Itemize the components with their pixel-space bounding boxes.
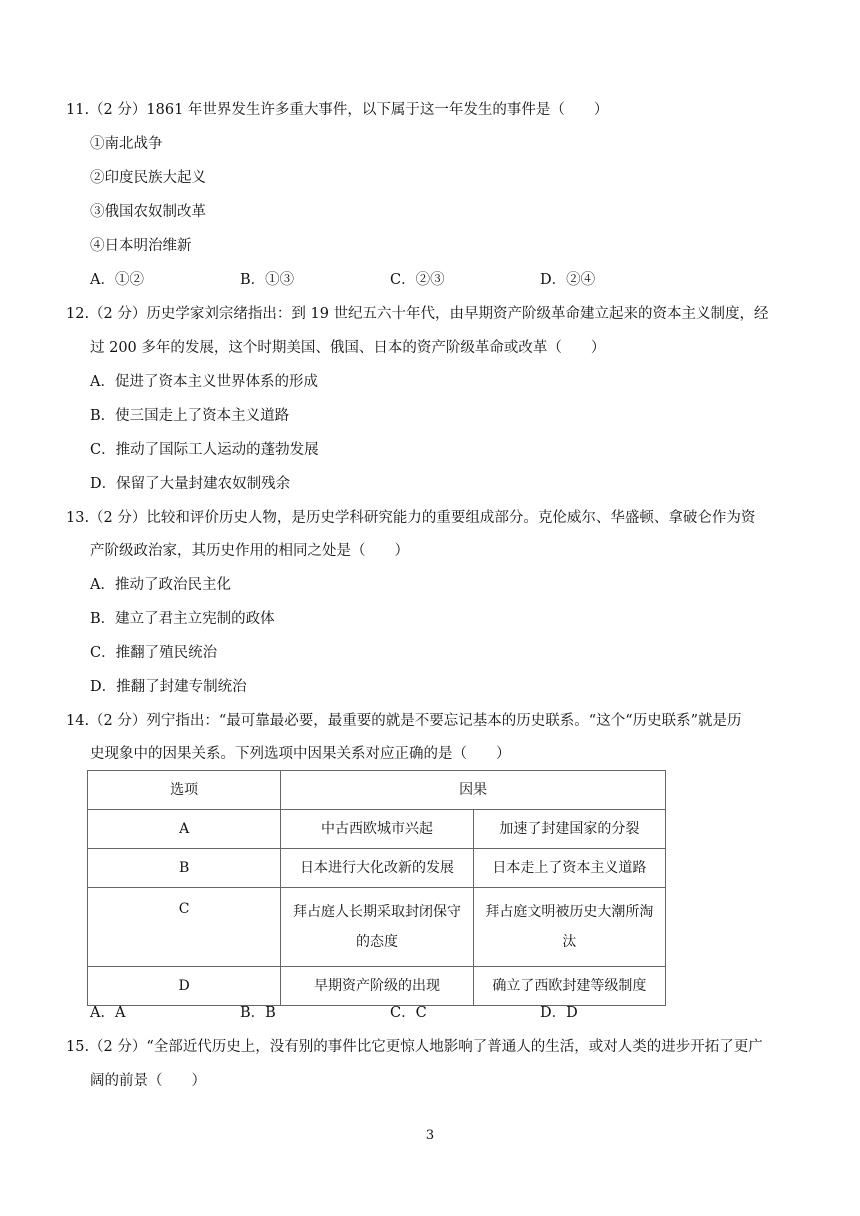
table-cell-option: C (88, 888, 281, 967)
table-row (88, 849, 666, 888)
q14-stem-line1: 14.（2 分）列宁指出：“最可靠最必要，最重要的就是不要忘记基本的历史联系。“这个“历史联系”就是历 (66, 713, 742, 729)
q14-option-c[interactable]: C．C (390, 1005, 427, 1021)
q11-options (90, 270, 730, 290)
page-number: 3 (425, 1128, 435, 1143)
q14-option-a[interactable]: A．A (90, 1005, 126, 1021)
q13-option-a[interactable]: A．推动了政治民主化 (90, 577, 231, 593)
q13-stem-line1: 13.（2 分）比较和评价历史人物，是历史学科研究能力的重要组成部分。克伦威尔、华盛顿、拿破仑作为资 (66, 510, 756, 526)
q14-table (87, 770, 666, 1006)
table-header-cause-effect: 因果 (281, 771, 666, 810)
q13-option-d[interactable]: D．推翻了封建专制统治 (90, 679, 247, 695)
q12-option-b[interactable]: B．使三国走上了资本主义道路 (90, 408, 290, 424)
table-cell-option: A (88, 810, 281, 849)
q14-option-b[interactable]: B．B (240, 1005, 276, 1021)
q11-item-2: ②印度民族大起义 (90, 170, 206, 186)
q12-option-d[interactable]: D．保留了大量封建农奴制残余 (90, 476, 291, 492)
table-cell-cause-line1: 拜占庭人长期采取封闭保守 (292, 904, 461, 920)
q13-stem-line2: 产阶级政治家，其历史作用的相同之处是（ ） (90, 543, 409, 559)
q14-stem-line2: 史现象中的因果关系。下列选项中因果关系对应正确的是（ ） (90, 746, 511, 762)
table-cell-cause-line2: 的态度 (355, 934, 398, 950)
table-cell-effect: 确立了西欧封建等级制度 (473, 967, 665, 1006)
table-cell-option: B (88, 849, 281, 888)
q14-option-d[interactable]: D．D (540, 1005, 578, 1021)
table-cell-effect (473, 888, 665, 967)
table-header-row (88, 771, 666, 810)
table-row (88, 888, 666, 967)
q15-stem-line1: 15.（2 分）“全部近代历史上，没有别的事件比它更惊人地影响了普通人的生活，或对人类的进步开拓了更广 (66, 1039, 763, 1055)
table-cell-effect-line1: 拜占庭文明被历史大潮所淘 (485, 904, 654, 920)
q12-stem-line1: 12.（2 分）历史学家刘宗绪指出：到 19 世纪五六十年代，由早期资产阶级革命建立起来的资本主义制度，经 (66, 306, 769, 322)
q11-option-b[interactable]: B．①③ (240, 272, 295, 288)
table-cell-effect: 日本走上了资本主义道路 (473, 849, 665, 888)
q11-item-3: ③俄国农奴制改革 (90, 204, 206, 220)
table-row (88, 810, 666, 849)
q12-option-c[interactable]: C．推动了国际工人运动的蓬勃发展 (90, 442, 319, 458)
q13-option-b[interactable]: B．建立了君主立宪制的政体 (90, 611, 275, 627)
q11-item-1: ①南北战争 (90, 136, 163, 152)
table-cell-cause: 早期资产阶级的出现 (281, 967, 473, 1006)
table-cell-option: D (88, 967, 281, 1006)
table-cell-cause: 中古西欧城市兴起 (281, 810, 473, 849)
q15-stem-line2: 阔的前景（ ） (90, 1073, 206, 1089)
table-cell-cause (281, 888, 473, 967)
q11-option-a[interactable]: A．①② (90, 272, 144, 288)
q13-option-c[interactable]: C．推翻了殖民统治 (90, 645, 218, 661)
table-cell-effect-line2: 汰 (562, 934, 577, 950)
q11-stem: 11.（2 分）1861 年世界发生许多重大事件，以下属于这一年发生的事件是（ ） (66, 102, 609, 118)
table-row (88, 967, 666, 1006)
q11-item-4: ④日本明治维新 (90, 238, 192, 254)
q14-options (90, 1003, 730, 1023)
q12-stem-line2: 过 200 多年的发展，这个时期美国、俄国、日本的资产阶级革命或改革（ ） (90, 340, 606, 356)
table-header-option: 选项 (88, 771, 281, 810)
q12-option-a[interactable]: A．促进了资本主义世界体系的形成 (90, 374, 318, 390)
q11-option-d[interactable]: D．②④ (540, 272, 596, 288)
q11-option-c[interactable]: C．②③ (390, 272, 445, 288)
table-cell-cause: 日本进行大化改新的发展 (281, 849, 473, 888)
table-cell-effect: 加速了封建国家的分裂 (473, 810, 665, 849)
